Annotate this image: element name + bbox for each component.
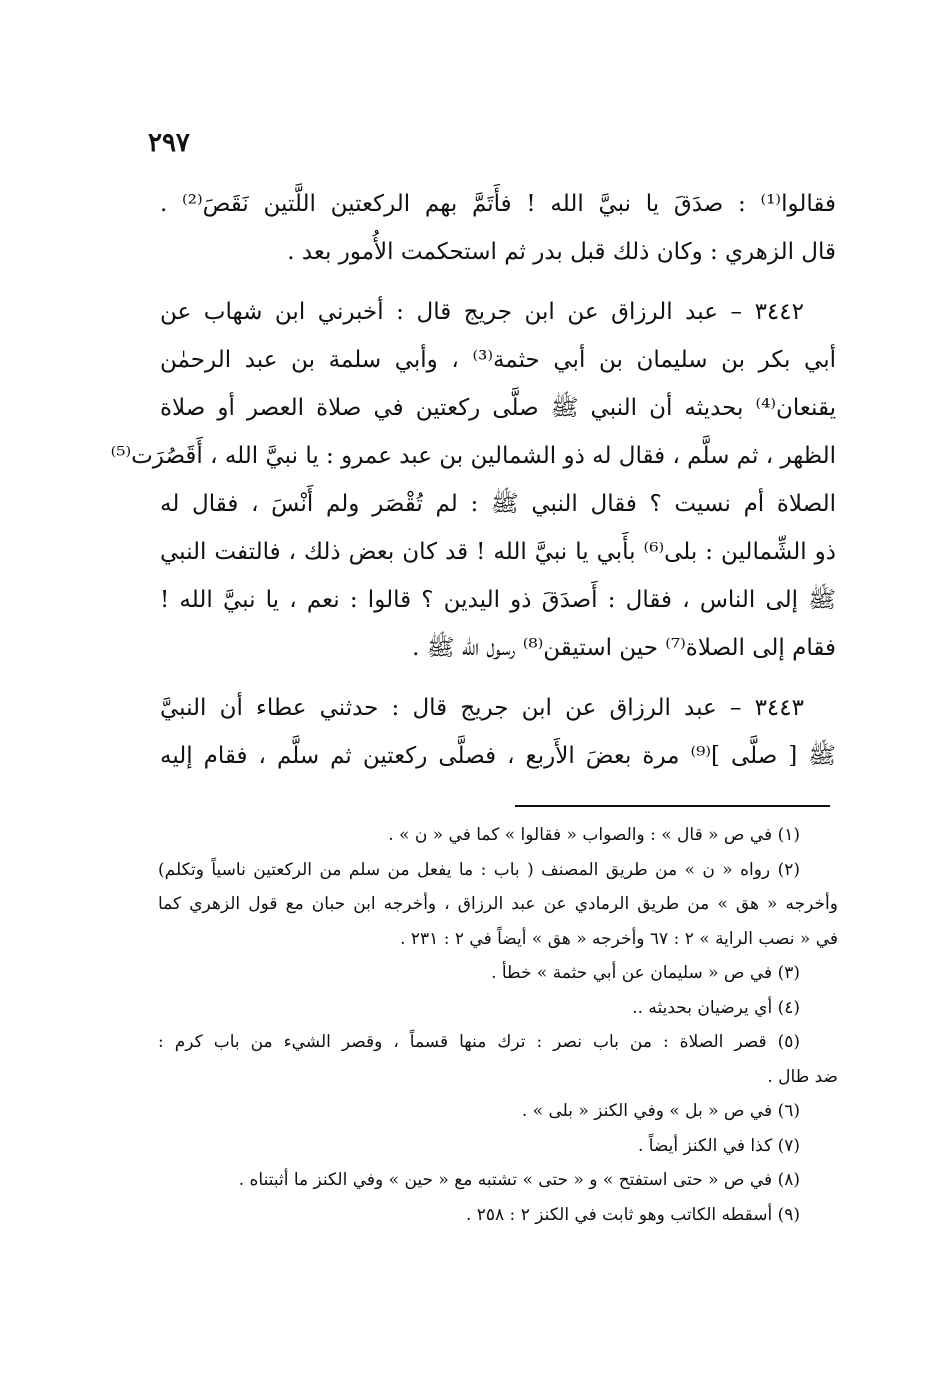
text-line: ﷺ [ صلَّى ]⁽⁹⁾ مرة بعضَ الأَربع ، فصلَّى ركعتين ثم سلَّم ، فقام إليه [160,743,836,769]
hadith-3442-start: ٣٤٤٢ – عبد الرزاق عن ابن جريج قال : أخبرني ابن شهاب عن [160,299,804,325]
footnote-4: (٤) أي يرضيان بحديثه .. [632,997,800,1018]
footnote-9: (٩) أسقطه الكاتب وهو ثابت في الكنز ٢ : ٢٥٨ . [465,1204,800,1225]
footnote-8: (٨) في ص « حتى استفتح » و « حتى » تشتبه مع « حين » وفي الكنز ما أثبتناه . [238,1170,800,1190]
text-line: فقالوا⁽¹⁾ : صدَقَ يا نبيَّ الله ! فأَتَمَّ بهم الركعتين اللَّتين نَقَصَ⁽²⁾ . [160,191,836,217]
page-number: ٢٩٧ [148,128,190,158]
hadith-3443-start: ٣٤٤٣ – عبد الرزاق عن ابن جريج قال : حدثني عطاء أن النبيَّ [160,695,804,721]
footnote-2: (٢) رواه « ن » من طريق المصنف ( باب : ما يفعل من سلم من الركعتين ناسياً وتكلم) [158,859,800,880]
footnote-2-cont: وأخرجه « هق » من طريق الرمادي عن عبد الرزاق ، وأخرجه ابن حبان مع قول الزهري كما [158,894,838,914]
footnote-7: (٧) كذا في الكنز أيضاً . [637,1135,800,1156]
text-line: ﷺ إلى الناس ، فقال : أَصدَقَ ذو اليدين ؟ قالوا : نعم ، يا نبيَّ الله ! [160,587,836,613]
footnotes [158,818,838,1232]
footnote-1: (١) في ص « قال » : والصواب « فقالوا » كما في « ن » . [388,825,800,845]
footnote-6: (٦) في ص « بل » وفي الكنز « بلى » . [521,1101,800,1121]
footnote-5-cont: ضد طال . [767,1066,838,1087]
footnote-2-cont: في « نصب الراية » ٢ : ٦٧ وأخرجه « هق » أيضاً في ٢ : ٢٣١ . [400,928,838,949]
text-line: ذو الشِّمالين : بلى⁽⁶⁾ بأَبي يا نبيَّ الله ! قد كان بعض ذلك ، فالتفت النبي [160,539,836,565]
text-line: يقنعان⁽⁴⁾ بحديثه أن النبي ﷺ صلَّى ركعتين في صلاة العصر أو صلاة [160,395,836,421]
text-line: قال الزهري : وكان ذلك قبل بدر ثم استحكمت الأُمور بعد . [287,239,836,265]
main-text [110,180,836,780]
text-line: الظهر ، ثم سلَّم ، فقال له ذو الشمالين بن عبد عمرو : يا نبيَّ الله ، أَقَصُرَت⁽⁵⁾ [110,443,836,469]
footnote-5: (٥) قصر الصلاة : من باب نصر : ترك منها قسماً ، وقصر الشيء من باب كرم : [158,1032,800,1052]
text-line: أبي بكر بن سليمان بن أبي حثمة⁽³⁾ ، وأبي سلمة بن عبد الرحمٰن [160,347,836,373]
footnote-3: (٣) في ص « سليمان عن أبي حثمة » خطأ . [491,963,800,983]
text-line: فقام إلى الصلاة⁽⁷⁾ حين استيقن⁽⁸⁾ رسول الله ﷺ . [412,635,836,661]
footnote-divider [515,805,830,807]
text-line: الصلاة أم نسيت ؟ فقال النبي ﷺ : لم تُقْصَر ولم أَنْسَ ، فقال له [160,491,836,517]
